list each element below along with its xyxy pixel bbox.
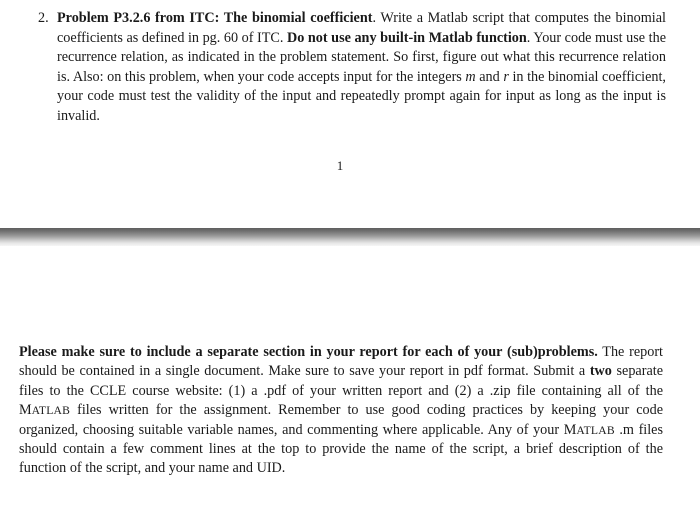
instructions-text-3: files written for the assignment. Remember to use good coding practices by keeping your code organized, choosing suitable variable names, and commenting where applicable. Any of your [19,402,663,438]
submission-instructions [19,343,663,479]
instructions-text-4: .m files should contain a few comment lines at the top to provide the name of the script, a brief description of the function of the script, and your name and UID. [19,421,663,477]
instructions-bold-two: two [589,363,612,380]
problem-text-2: . Your code must use the recurrence relation, as indicated in the problem statement. So first, figure out what this recurrence relation is. Also: on this problem, when your code accepts input for the integers [57,29,666,85]
document-page-top [0,0,700,228]
instructions-bold-lead: Please make sure to include a separate section in your report for each of your (sub)problems. [19,344,598,360]
problem-text-and: and [475,68,504,85]
instructions-text-2: separate files to the CCLE course website: (1) a .pdf of your written report and (2) a .zip file containing all of the [19,363,663,399]
problem-number: 2. [38,10,49,26]
matlab-wordmark-1: MATLAB [19,402,71,419]
problem-2 [38,9,666,127]
page-number: 1 [336,158,344,173]
matlab-wordmark-2: MATLAB [563,421,615,438]
page-divider [0,228,700,246]
problem-title: Problem P3.2.6 from ITC: The binomial coefficient [57,10,373,26]
variable-m: m [465,68,476,85]
instructions-text-1: The report should be contained in a single document. Make sure to save your report in pdf format. Submit a [19,344,663,380]
variable-r: r [503,68,509,85]
problem-bold-rule: Do not use any built-in Matlab function [287,29,527,46]
problem-text-3: in the binomial coefficient, your code must test the validity of the input and repeatedly prompt again for input as long as the input is invalid. [57,68,666,124]
problem-body [57,9,666,127]
problem-text-1: . Write a Matlab script that computes the binomial coefficients as defined in pg. 60 of ITC. [57,10,666,46]
